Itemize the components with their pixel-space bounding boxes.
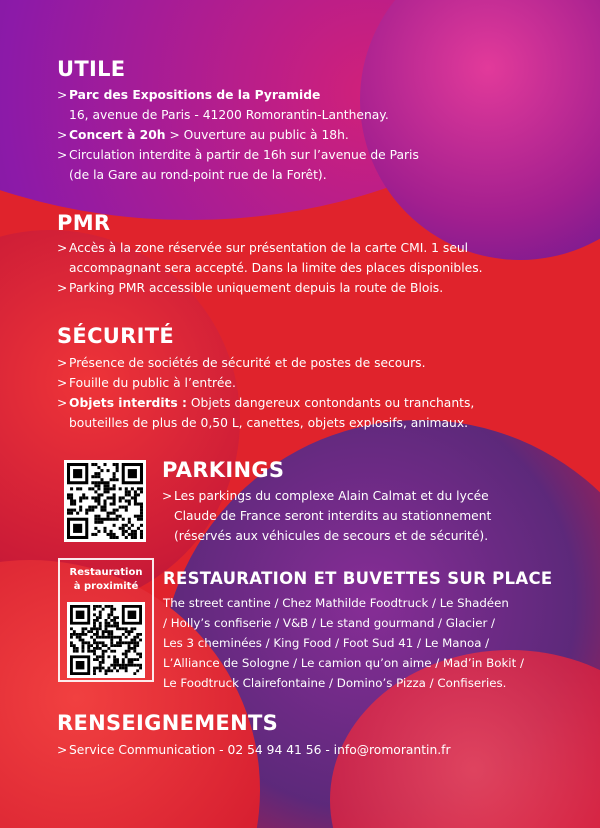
restauration-qr-box[interactable] xyxy=(58,558,154,682)
section-title-restauration: RESTAURATION ET BUVETTES SUR PLACE xyxy=(163,569,553,588)
qr-code-image xyxy=(67,463,143,539)
restauration-qr-code xyxy=(67,602,145,678)
restauration-list xyxy=(163,593,543,693)
list-item: > Parc des Expositions de la Pyramide 16, avenue de Paris - 41200 Romorantin-Lanthenay. xyxy=(57,85,580,125)
list-item: > Service Communication - 02 54 94 41 56 - info@romorantin.fr xyxy=(57,740,580,760)
section-title-securite: SÉCURITÉ xyxy=(57,324,174,348)
parkings-list xyxy=(162,486,580,546)
list-item: The street cantine / Chez Mathilde Foodtruck / Le Shadéen xyxy=(163,596,509,610)
list-item: / Holly’s confiserie / V&B / Le stand gourmand / Glacier / xyxy=(163,616,496,630)
list-item: > Parking PMR accessible uniquement depuis la route de Blois. xyxy=(57,278,580,298)
list-item: > Présence de sociétés de sécurité et de postes de secours. xyxy=(57,353,580,373)
list-item: Les 3 cheminées / King Food / Foot Sud 41 / Le Manoa / xyxy=(163,636,490,650)
list-item: > Concert à 20h > Ouverture au public à 18h. xyxy=(57,125,580,145)
utile-list xyxy=(57,85,580,185)
qr-label: Restauration à proximité xyxy=(69,567,143,592)
qr-code-image xyxy=(70,605,142,675)
list-item: Le Foodtruck Clairefontaine / Domino’s Pizza / Confiseries. xyxy=(163,676,507,690)
section-title-parkings: PARKINGS xyxy=(162,458,285,482)
list-item: > Accès à la zone réservée sur présentation de la carte CMI. 1 seul accompagnant sera accepté. Dans la limite des places disponibles. xyxy=(57,238,580,278)
parkings-qr-code[interactable] xyxy=(64,460,146,542)
list-item: > Objets interdits : Objets dangereux contondants ou tranchants, bouteilles de plus de 0,50 L, canettes, objets explosifs, animaux. xyxy=(57,393,580,433)
section-title-renseignements: RENSEIGNEMENTS xyxy=(57,711,278,735)
securite-list xyxy=(57,353,580,433)
list-item: L’Alliance de Sologne / Le camion qu’on aime / Mad’in Bokit / xyxy=(163,656,524,670)
pmr-list xyxy=(57,238,580,298)
renseignements-list xyxy=(57,740,580,760)
section-title-pmr: PMR xyxy=(57,211,111,235)
list-item: > Fouille du public à l’entrée. xyxy=(57,373,580,393)
list-item: > Circulation interdite à partir de 16h sur l’avenue de Paris (de la Gare au rond-point rue de la Forêt). xyxy=(57,145,580,185)
list-item: > Les parkings du complexe Alain Calmat et du lycée Claude de France seront interdits au stationnement (réservés aux véhicules de secours et de sécurité). xyxy=(162,486,580,546)
section-title-utile: UTILE xyxy=(57,57,126,81)
